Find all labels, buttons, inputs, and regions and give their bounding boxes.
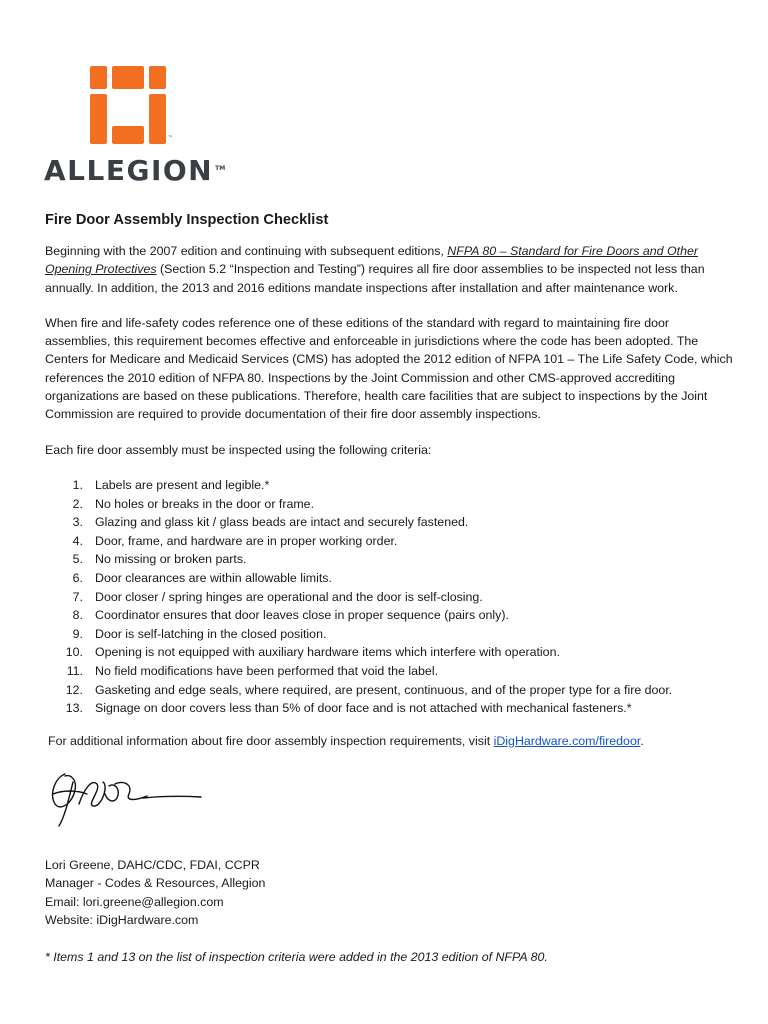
- criteria-item: [45, 681, 735, 700]
- criteria-text: No missing or broken parts.: [95, 552, 247, 567]
- codes-paragraph: When fire and life-safety codes reference one of these editions of the standard with regard to maintaining fire door assemblies, this requirement becomes effective and enforceable in jurisdictions where the code has been adopted. The Centers for Medicare and Medicaid Services (CMS) has adopted the 2012 edition of NFPA 101 – The Life Safety Code, which references the 2010 edition of NFPA 80. Inspections by the Joint Commission and other CMS-approved accrediting organizations are based on these publications. Therefore, health care facilities that are subject to inspections by the Joint Commission are required to provide documentation of their fire door assembly inspections.: [45, 315, 733, 422]
- logo-mark-block: [149, 66, 166, 89]
- contact-name: Lori Greene, DAHC/CDC, FDAI, CCPR: [45, 857, 260, 872]
- criteria-text: Coordinator ensures that door leaves close in proper sequence (pairs only).: [95, 608, 509, 623]
- contact-email: Email: lori.greene@allegion.com: [45, 894, 224, 909]
- criteria-item: [45, 625, 735, 644]
- allegion-logo: [44, 62, 234, 192]
- logo-trademark: TM: [215, 164, 226, 172]
- logo-mark-block: [112, 126, 144, 144]
- criteria-item: [45, 662, 735, 681]
- criteria-item: [45, 643, 735, 662]
- criteria-number: 2.: [72, 496, 83, 511]
- contact-website: Website: iDigHardware.com: [45, 913, 199, 928]
- logo-trademark-small: ™: [168, 134, 172, 139]
- criteria-list: [45, 476, 735, 718]
- criteria-number: 10.: [65, 645, 83, 660]
- criteria-item: [45, 532, 735, 551]
- criteria-number: 3.: [72, 515, 83, 530]
- criteria-item: [45, 606, 735, 625]
- document-content: [45, 210, 735, 966]
- criteria-number: 6.: [72, 570, 83, 585]
- criteria-item: [45, 569, 735, 588]
- criteria-number: 5.: [72, 552, 83, 567]
- criteria-number: 7.: [72, 589, 83, 604]
- more-info-paragraph: [48, 732, 735, 750]
- criteria-text: Glazing and glass kit / glass beads are intact and securely fastened.: [95, 515, 469, 530]
- nfpa80-standard-link[interactable]: NFPA 80 – Standard for Fire Doors and Other Opening Protectives: [45, 244, 698, 277]
- allegion-mark-icon: [90, 66, 166, 144]
- intro-text-after: (Section 5.2 “Inspection and Testing”) requires all fire door assemblies to be inspected not less than annually. In addition, the 2013 and 2016 editions mandate inspections after installation and after maintenance work.: [45, 262, 705, 295]
- criteria-item: [45, 588, 735, 607]
- logo-mark-block: [149, 94, 166, 144]
- criteria-item: [45, 550, 735, 569]
- criteria-text: Opening is not equipped with auxiliary hardware items which interfere with operation.: [95, 645, 560, 660]
- criteria-number: 12.: [65, 682, 83, 697]
- criteria-number: 13.: [65, 701, 83, 716]
- logo-mark-block: [90, 66, 107, 89]
- logo-wordmark: [44, 154, 225, 187]
- criteria-text: Gasketing and edge seals, where required, are present, continuous, and of the proper type for a fire door.: [95, 682, 673, 697]
- more-info-text: For additional information about fire door assembly inspection requirements, visit: [48, 733, 494, 748]
- intro-text-before: Beginning with the 2007 edition and continuing with subsequent editions,: [45, 244, 448, 258]
- signature: [43, 764, 213, 834]
- more-info-end: .: [640, 733, 644, 748]
- criteria-number: 1.: [72, 477, 83, 492]
- criteria-number: 9.: [72, 626, 83, 641]
- criteria-item: [45, 495, 735, 514]
- criteria-intro: Each fire door assembly must be inspected using the following criteria:: [45, 442, 432, 457]
- criteria-text: Door closer / spring hinges are operational and the door is self-closing.: [95, 589, 483, 604]
- contact-title: Manager - Codes & Resources, Allegion: [45, 876, 266, 891]
- firedoor-link[interactable]: iDigHardware.com/firedoor: [493, 733, 641, 748]
- logo-wordmark-text: ALLEGION: [44, 154, 214, 187]
- intro-paragraph: [45, 242, 735, 297]
- signature-stroke: [53, 774, 201, 826]
- criteria-text: Door, frame, and hardware are in proper working order.: [95, 533, 398, 548]
- criteria-number: 8.: [72, 608, 83, 623]
- criteria-text: Signage on door covers less than 5% of door face and is not attached with mechanical fasteners.*: [95, 701, 632, 716]
- criteria-item: [45, 476, 735, 495]
- criteria-text: Door is self-latching in the closed position.: [95, 626, 327, 641]
- logo-mark-block: [112, 66, 144, 89]
- criteria-text: No holes or breaks in the door or frame.: [95, 496, 315, 511]
- page-title: Fire Door Assembly Inspection Checklist: [45, 212, 329, 228]
- contact-block: [45, 856, 735, 930]
- logo-mark-block: [90, 94, 107, 144]
- criteria-item: [45, 513, 735, 532]
- criteria-number: 4.: [72, 533, 83, 548]
- footnote: * Items 1 and 13 on the list of inspection criteria were added in the 2013 edition of NFPA 80.: [45, 949, 548, 964]
- criteria-item: [45, 699, 735, 718]
- criteria-text: Door clearances are within allowable limits.: [95, 570, 332, 585]
- criteria-text: Labels are present and legible.*: [95, 477, 270, 492]
- criteria-text: No field modifications have been performed that void the label.: [95, 663, 439, 678]
- criteria-number: 11.: [66, 663, 83, 678]
